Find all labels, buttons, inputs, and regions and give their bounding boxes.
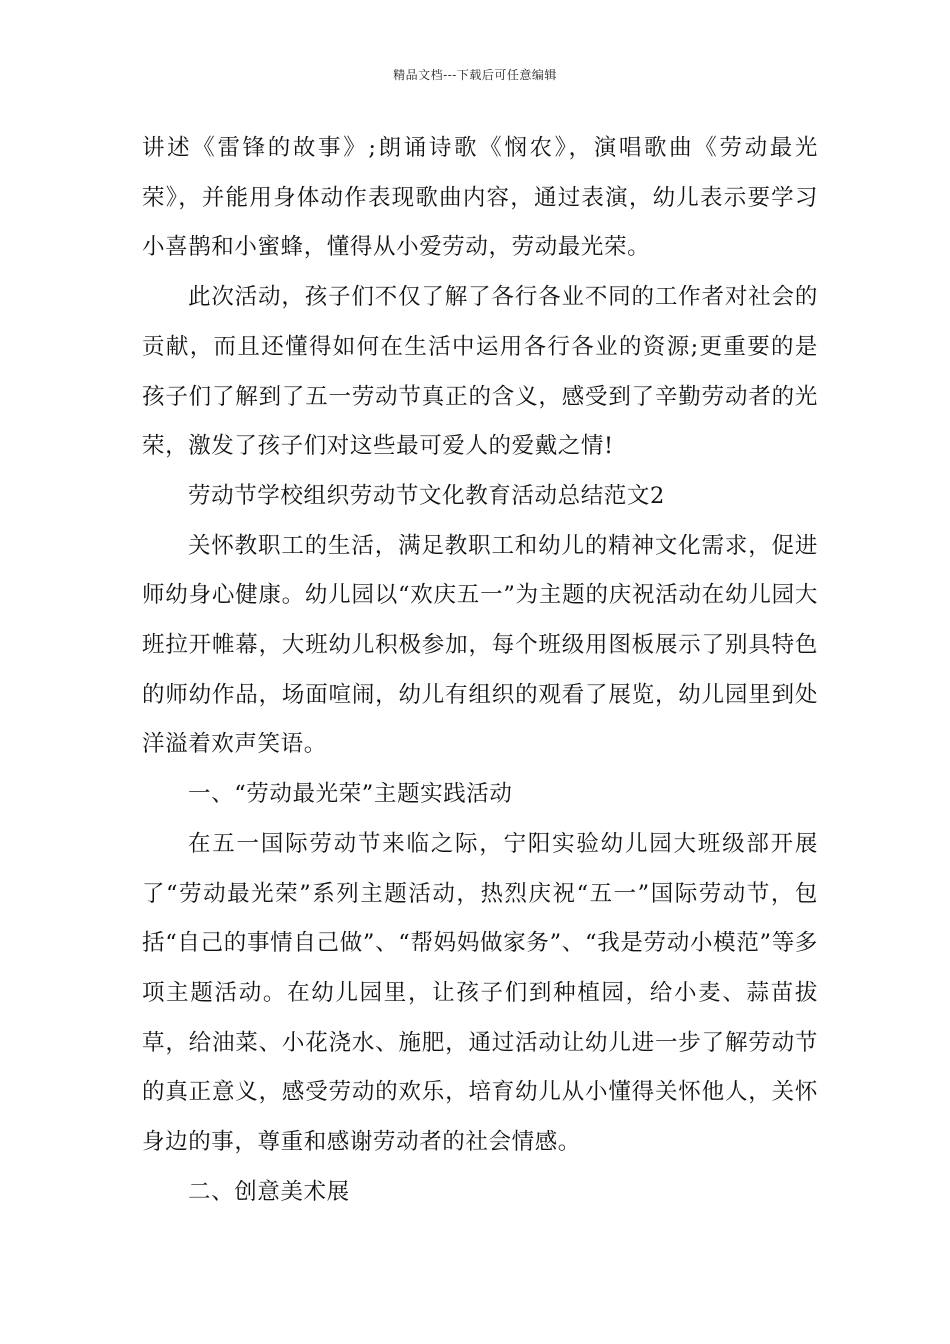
heading-labor-practice: 一、“劳动最光荣”主题实践活动 xyxy=(188,781,513,808)
section-title-example-2: 劳动节学校组织劳动节文化教育活动总结范文2 xyxy=(188,482,665,509)
paragraph-activity-summary: 此次活动，孩子们不仅了解了各行各业不同的工作者对社会的贡献，而且还懂得如何在生活中运用各行各业的资源;更重要的是孩子们了解到了五一劳动节真正的含义，感受到了辛勤劳动者的光荣，激发了孩子们对这些最可爱人的爱戴之情! xyxy=(142,284,818,460)
page-header: 精品文档---下载后可任意编辑 xyxy=(393,68,557,82)
heading-art-exhibition: 二、创意美术展 xyxy=(188,1178,350,1205)
paragraph-story-recital: 讲述《雷锋的故事》;朗诵诗歌《悯农》，演唱歌曲《劳动最光荣》，并能用身体动作表现歌曲内容，通过表演，幼儿表示要学习小喜鹊和小蜜蜂，懂得从小爱劳动，劳动最光荣。 xyxy=(142,135,818,261)
document-body xyxy=(142,124,818,1217)
paragraph-staff-care: 关怀教职工的生活，满足教职工和幼儿的精神文化需求，促进师幼身心健康。幼儿园以“欢庆五一”为主题的庆祝活动在幼儿园大班拉开帷幕，大班幼儿积极参加，每个班级用图板展示了别具特色的师幼作品，场面喧闹，幼儿有组织的观看了展览，幼儿园里到处洋溢着欢声笑语。 xyxy=(142,532,818,758)
paragraph-labor-day-activities: 在五一国际劳动节来临之际，宁阳实验幼儿园大班级部开展了“劳动最光荣”系列主题活动，热烈庆祝“五一”国际劳动节，包括“自己的事情自己做”、“帮妈妈做家务”、“我是劳动小模范”等多项主题活动。在幼儿园里，让孩子们到种植园，给小麦、蒜苗拔草，给油菜、小花浇水、施肥，通过活动让幼儿进一步了解劳动节的真正意义，感受劳动的欢乐，培育幼儿从小懂得关怀他人，关怀身边的事，尊重和感谢劳动者的社会情感。 xyxy=(142,830,818,1156)
